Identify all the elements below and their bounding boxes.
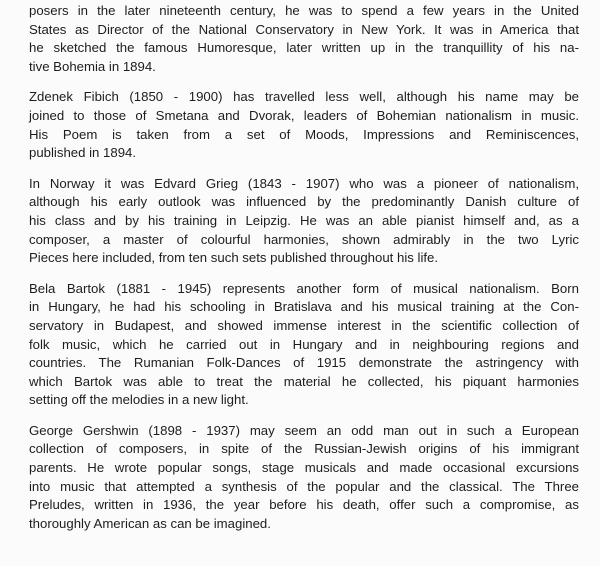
- paragraph-gap: [29, 410, 579, 422]
- text-line: published in 1894.: [29, 145, 137, 161]
- text-line: His Poem is taken from a set of Moods, Impressions and Reminiscences,: [29, 126, 579, 142]
- text-line: which Bartok was able to treat the material he collected, his piquant harmonies: [29, 373, 579, 389]
- text-line: States as Director of the National Conservatory in New York. It was in America that: [29, 21, 579, 37]
- text-line: In Norway it was Edvard Grieg (1843 - 1907) who was a pioneer of nationalism,: [29, 175, 579, 191]
- text-line: collection of composers, in spite of the Russian-Jewish origins of his immigrant: [29, 441, 579, 457]
- text-line: George Gershwin (1898 - 1937) may seem an odd man out in such a European: [29, 422, 579, 438]
- text-line: folk music, which he carried out in Hungary and in neighbouring regions and: [29, 336, 579, 352]
- text-line: into music that attempted a synthesis of the popular and the classical. The Three: [29, 478, 579, 494]
- paragraph-gap: [29, 76, 579, 88]
- text-line: composer, a master of colourful harmonies, shown admirably in the two Lyric: [29, 231, 579, 247]
- text-line: tive Bohemia in 1894.: [29, 58, 156, 74]
- paragraph-gap: [29, 163, 579, 175]
- text-line: although his early outlook was influenced by the predominantly Danish culture of: [29, 194, 579, 210]
- text-line: posers in the later nineteenth century, he was to spend a few years in the United: [29, 3, 579, 18]
- text-line: Pieces here included, from ten such sets published throughout his life.: [29, 250, 439, 266]
- text-line: Preludes, written in 1936, the year before his death, offer such a compromise, as: [29, 497, 579, 513]
- text-line: he sketched the famous Humoresque, later written up in the tranquillity of his na-: [29, 40, 579, 56]
- text-line: parents. He wrote popular songs, stage musicals and made occasional excursions: [29, 460, 579, 476]
- paragraph-dvorak: [29, 2, 579, 76]
- paragraph-grieg: [29, 175, 579, 268]
- text-line: in Hungary, he had his schooling in Bratislava and his musical training at the Con-: [29, 299, 579, 315]
- paragraph-gap: [29, 268, 579, 280]
- text-line: thoroughly American as can be imagined.: [29, 515, 271, 531]
- text-line: his class and by his training in Leipzig. He was an able pianist himself and, as a: [29, 212, 579, 228]
- text-line: countries. The Rumanian Folk-Dances of 1915 demonstrate the astringency with: [29, 355, 579, 371]
- text-line: Zdenek Fibich (1850 - 1900) has travelled less well, although his name may be: [29, 89, 579, 105]
- text-line: joined to those of Smetana and Dvorak, leaders of Bohemian nationalism in music.: [29, 107, 579, 123]
- paragraph-bartok: [29, 280, 579, 410]
- document-page: [29, 2, 579, 533]
- text-line: setting off the melodies in a new light.: [29, 392, 249, 408]
- text-line: Bela Bartok (1881 - 1945) represents another form of musical nationalism. Born: [29, 280, 579, 296]
- paragraph-gershwin: [29, 422, 579, 534]
- text-line: servatory in Budapest, and showed immense interest in the scientific collection of: [29, 317, 579, 333]
- paragraph-fibich: [29, 88, 579, 162]
